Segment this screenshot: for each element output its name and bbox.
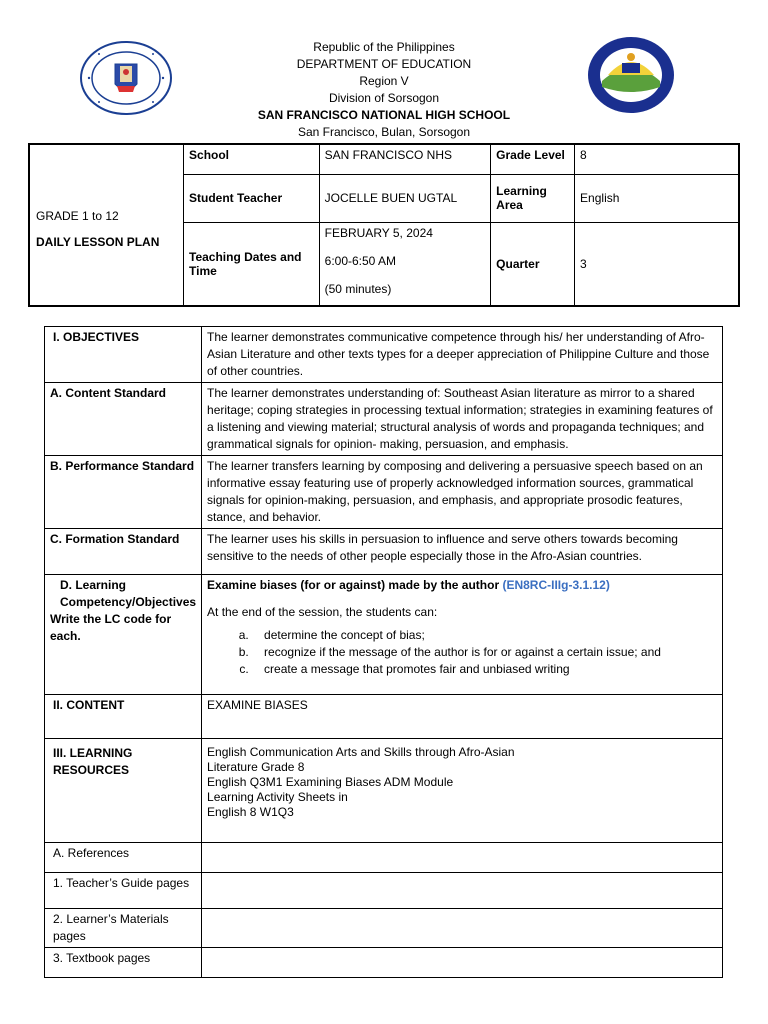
republic-line: Republic of the Philippines xyxy=(313,40,455,54)
textbook-pages-label: 3. Textbook pages xyxy=(45,948,202,978)
competency-item: a. determine the concept of bias; xyxy=(252,627,717,644)
content-text: EXAMINE BIASES xyxy=(202,695,723,739)
learning-area-label: Learning Area xyxy=(491,174,575,222)
title-cell xyxy=(29,144,184,306)
student-teacher-label: Student Teacher xyxy=(184,174,320,222)
competency-title: Examine biases (for or against) made by the author xyxy=(207,578,500,592)
competency-list xyxy=(207,627,717,678)
school-name: SAN FRANCISCO NATIONAL HIGH SCHOOL xyxy=(257,108,511,122)
content-standard-text: The learner demonstrates understanding of: Southeast Asian literature as mirror to a shared heritage; coping strategies in processing textual information; strategies in examining features of a listening and viewing material; structural analysis of words and propaganda techniques; and grammatical signals for opinion- making, persuasion, and emphasis. xyxy=(202,383,723,456)
performance-standard-label: B. Performance Standard xyxy=(45,456,202,529)
resource-line: English Communication Arts and Skills through Afro-Asian xyxy=(207,745,515,759)
competency-code: (EN8RC-IIIg-3.1.12) xyxy=(502,578,610,592)
objectives-text: The learner demonstrates communicative competence through his/ her understanding of Afro-Asian Literature and other texts types for a deeper appreciation of Philippine Culture and those of other countries. xyxy=(202,327,723,383)
performance-standard-text: The learner transfers learning by composing and delivering a persuasive speech based on an informative essay featuring use of properly acknowledged information sources, grammatical signals for opinion-making, persuasion, and emphasis, and appropriate prosodic features, stance, and behavior. xyxy=(202,456,723,529)
resources-cell xyxy=(202,739,723,843)
dates-value xyxy=(319,222,491,306)
content-label: II. CONTENT xyxy=(45,695,202,739)
competency-item: c. create a message that promotes fair and unbiased writing xyxy=(252,661,717,678)
school-address: San Francisco, Bulan, Sorsogon xyxy=(297,125,471,139)
textbook-pages-value xyxy=(202,948,723,978)
grade-level-label: Grade Level xyxy=(491,144,575,174)
resource-line: English Q3M1 Examining Biases ADM Module xyxy=(207,775,454,789)
competency-intro: At the end of the session, the students can: xyxy=(207,605,438,619)
school-value: SAN FRANCISCO NHS xyxy=(319,144,491,174)
content-standard-label: A. Content Standard xyxy=(45,383,202,456)
department-line: DEPARTMENT OF EDUCATION xyxy=(296,57,472,71)
competency-sub-label: Write the LC code for each. xyxy=(50,612,172,643)
resource-line: Literature Grade 8 xyxy=(207,760,305,774)
learners-materials-value xyxy=(202,909,723,948)
formation-standard-label: C. Formation Standard xyxy=(45,529,202,575)
competency-label: D. Learning Competency/Objectives xyxy=(60,578,197,609)
competency-cell xyxy=(202,575,723,695)
teachers-guide-label: 1. Teacher’s Guide pages xyxy=(45,873,202,909)
resource-line: English 8 W1Q3 xyxy=(207,805,294,819)
lesson-info-table xyxy=(28,143,740,307)
resource-line: Learning Activity Sheets in xyxy=(207,790,348,804)
formation-standard-text: The learner uses his skills in persuasion to influence and serve others towards becoming sensitive to the needs of other people especially those in the Afro-Asian countries. xyxy=(202,529,723,575)
division-line: Division of Sorsogon xyxy=(328,91,440,105)
region-line: Region V xyxy=(359,74,409,88)
objectives-label: I. OBJECTIVES xyxy=(45,327,202,383)
duration-value: (50 minutes) xyxy=(324,281,392,296)
competency-item: b. recognize if the message of the author is for or against a certain issue; and xyxy=(252,644,717,661)
grade-level-value: 8 xyxy=(575,144,739,174)
teachers-guide-value xyxy=(202,873,723,909)
plan-title: DAILY LESSON PLAN xyxy=(36,235,160,249)
learners-materials-label: 2. Learner’s Materials pages xyxy=(45,909,202,948)
time-value: 6:00-6:50 AM xyxy=(324,253,397,268)
references-value xyxy=(202,843,723,873)
student-teacher-value: JOCELLE BUEN UGTAL xyxy=(319,174,491,222)
learning-area-value: English xyxy=(575,174,739,222)
references-label: A. References xyxy=(45,843,202,873)
lesson-plan-table xyxy=(44,326,723,978)
school-label: School xyxy=(184,144,320,174)
quarter-value: 3 xyxy=(575,222,739,306)
date-value: FEBRUARY 5, 2024 xyxy=(324,225,433,240)
competency-heading xyxy=(207,577,717,594)
quarter-label: Quarter xyxy=(491,222,575,306)
resources-label: III. LEARNING RESOURCES xyxy=(45,739,202,843)
competency-label-cell xyxy=(45,575,202,695)
dates-label: Teaching Dates and Time xyxy=(184,222,320,306)
grade-range: GRADE 1 to 12 xyxy=(36,209,119,223)
